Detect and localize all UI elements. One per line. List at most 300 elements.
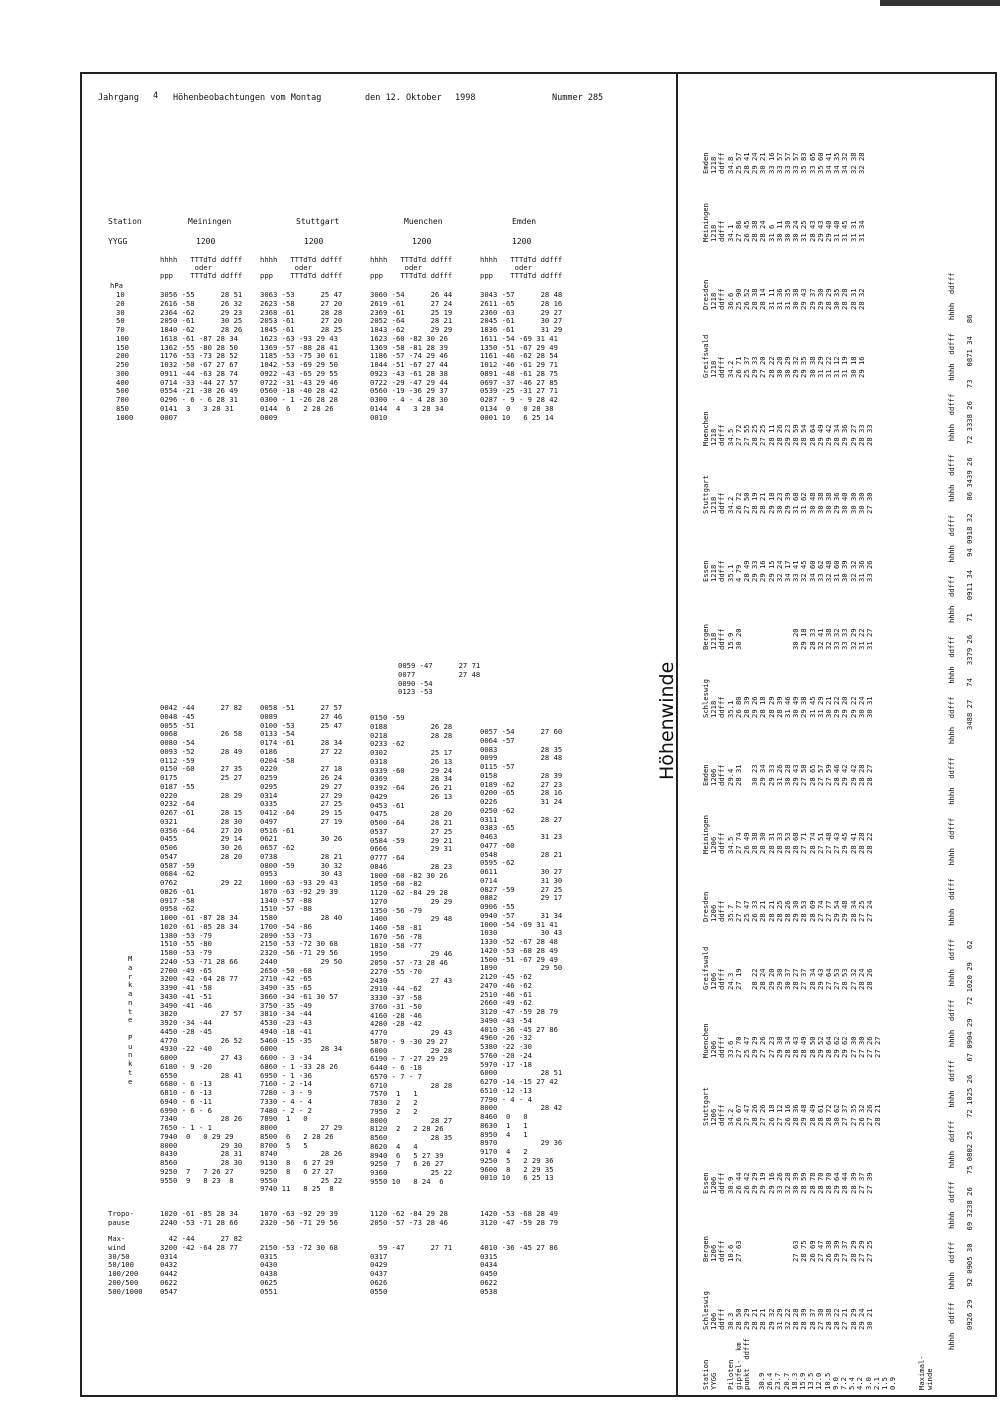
station-cell: 28 32 [856, 288, 866, 310]
table-row: 1843 -62 29 29 [370, 325, 453, 334]
table-row: 4010 -36 -45 27 86 [480, 1242, 558, 1252]
table-row: 1020 -61 -85 28 34 [160, 921, 238, 931]
table-row: 1270 29 29 [370, 896, 453, 906]
station-cell: 26 16 [783, 1104, 793, 1126]
table-row: 3490 -43 -54 [480, 1015, 532, 1025]
table-row: 0150 -59 [370, 713, 405, 722]
table-row: 0450 [480, 1269, 498, 1278]
table-row: 3760 -31 -50 [370, 1001, 422, 1011]
table-row: 1000 -63 -93 29 43 [260, 878, 338, 887]
table-row: 2050 -57 -73 28 46 [370, 1217, 448, 1227]
table-row: 0882 29 17 [480, 893, 563, 903]
table-row: 7890 1 0 [260, 1114, 308, 1124]
table-row: 7940 0 0 29 29 [160, 1131, 234, 1141]
station-cell: 28 50 [733, 1308, 743, 1330]
table-row: 7160 - 2 -14 [260, 1079, 312, 1089]
station-cell: 29 20 [766, 968, 776, 990]
maxwind-value: 92 0905 30 [965, 1230, 974, 1287]
table-row: 0497 27 19 [260, 816, 343, 826]
table-row: 0587 -59 [160, 860, 195, 870]
station-cell: 26 45 [742, 220, 752, 242]
pressure-level: 400 [116, 377, 129, 387]
km-level: 2.1 [871, 1377, 881, 1390]
km-level: 12.0 [814, 1372, 824, 1390]
station-cell [874, 679, 882, 718]
station-cell: 27 43 [832, 832, 842, 854]
table-row: 1044 -51 -67 27 44 [370, 360, 448, 369]
station-cell: 1218 [709, 700, 719, 718]
maxwind-row-1218 [966, 302, 974, 730]
table-row: 4940 -18 -41 [260, 1026, 312, 1036]
station-cell: 29 32 [791, 356, 801, 378]
table-row: 1070 -63 -92 29 39 [260, 886, 338, 896]
table-row: 0506 30 26 [160, 843, 243, 852]
station-cell: 27 26 [758, 1036, 768, 1058]
table-row: 2710 -42 -65 [260, 974, 312, 984]
table-row: 7480 - 2 - 2 [260, 1105, 312, 1115]
station-cell: 27 51 [815, 832, 825, 854]
station-cell: 27 35 [848, 1104, 858, 1126]
column-head: ppp TTTdTd ddfff [260, 271, 343, 280]
table-row: 0560 -18 -40 28 42 [260, 386, 338, 396]
table-row: 0714 -33 -44 27 57 [160, 377, 238, 387]
maxwind-value: 75 0802 25 [965, 1117, 974, 1175]
table-row: 2052 -64 28 21 [370, 316, 453, 326]
station-cell: 29 43 [799, 288, 809, 310]
station-cell: ddfff [717, 220, 727, 242]
station-cell: 33 26 [774, 1172, 784, 1194]
table-row: 0093 -52 28 49 [160, 746, 243, 756]
table-row: 0922 -43 -65 29 55 [260, 368, 338, 378]
table-row: 3063 -53 25 47 [260, 290, 343, 299]
station-cell: 29 33 [750, 560, 760, 582]
table-row: 8950 4 1 [480, 1129, 528, 1139]
table-row: 3330 -37 -58 [370, 993, 422, 1002]
station-cell: 28 22 [865, 832, 875, 854]
km-level: 26.4 [765, 1372, 775, 1390]
table-row: 0315 [480, 1251, 498, 1261]
station-cell: 29 24 [750, 152, 760, 174]
station-cell: ddfff [717, 1104, 727, 1126]
tropopause-meiningen [160, 1210, 238, 1228]
station-cell: 27 25 [758, 424, 768, 446]
pressure-level: 100 [116, 333, 129, 343]
station-cell: 31 25 [799, 220, 809, 242]
km-level: 10.5 [822, 1372, 832, 1390]
meiningen-sig-column [160, 704, 242, 1185]
station-cell: 29 26 [750, 696, 760, 718]
table-row: 1845 -61 28 25 [260, 325, 343, 334]
station-column [702, 280, 874, 310]
station-cell: 26 71 [733, 356, 743, 378]
station-cell: 28 39 [742, 696, 752, 718]
station-cell: 28 28 [856, 764, 866, 786]
station-column [702, 1087, 882, 1126]
station-column [702, 947, 882, 990]
table-row: 1340 -57 -88 [260, 895, 312, 905]
station-cell: 27 25 [865, 1240, 875, 1262]
station-cell: 25 47 [742, 1036, 752, 1058]
table-row: 1000 -54 -69 31 41 [480, 919, 558, 929]
table-row: 2150 -53 -72 30 68 [260, 1242, 338, 1252]
column-head: oder [260, 263, 312, 272]
station-column [702, 152, 874, 174]
station-cell: 28 25 [774, 900, 784, 922]
station-cell: Stuttgart [701, 475, 710, 514]
row-label: Piloten [725, 1359, 735, 1390]
table-row: 0548 28 21 [480, 849, 563, 859]
table-row: 0187 -55 [160, 781, 195, 791]
maxwind-value: 94 0918 32 [965, 500, 974, 557]
pressure-level: 10 [116, 290, 125, 299]
station-cell: 28 26 [774, 424, 784, 446]
station-cell: 35 60 [815, 152, 825, 174]
maxwind-label-line: 30/50 [108, 1251, 130, 1261]
table-row: 0296 - 6 - 6 28 31 [160, 395, 238, 404]
station-cell [874, 815, 882, 854]
table-row: 1510 -57 -88 [260, 904, 312, 914]
table-row: 6550 28 41 [160, 1070, 243, 1080]
station-cell: 31 27 [865, 628, 875, 650]
station-cell: 32 28 [783, 1172, 793, 1194]
station-cell [866, 335, 874, 378]
table-row: 0314 [160, 1251, 178, 1261]
table-row: 2440 29 50 [260, 956, 343, 966]
table-row: 2470 -46 -62 [480, 980, 532, 990]
station-cell: 1206 [709, 1176, 719, 1194]
station-cell: 29 30 [774, 968, 784, 990]
table-row: 6190 - 7 -27 29 29 [370, 1054, 448, 1064]
row-label: punkt ddfff [742, 1338, 752, 1390]
km-levels [758, 1373, 897, 1390]
maxwind-meiningen [160, 1235, 242, 1296]
station-cell: 28 78 [807, 1172, 817, 1194]
pressure-levels [116, 291, 133, 422]
table-row: 0112 -59 [160, 755, 195, 765]
table-row: 0089 27 46 [260, 711, 343, 721]
station-cell: Essen [701, 560, 710, 582]
station-column [702, 1291, 882, 1330]
station-column [702, 560, 882, 582]
station-cell: 32 29 [848, 628, 858, 650]
station-cell: Schleswig [701, 679, 710, 718]
column-head: hhhh TTTdTd ddfff [160, 255, 243, 264]
station-cell: 27 24 [865, 900, 875, 922]
maxwind-value: 0871 34 [965, 323, 974, 367]
table-row: 9130 8 6 27 29 [260, 1158, 334, 1167]
station-cell: 32 41 [815, 628, 825, 650]
table-row: 0055 -51 [160, 720, 195, 730]
top-edge-mark [880, 0, 1000, 6]
table-row: 0356 -64 27 20 [160, 825, 243, 835]
table-row: 1050 -60 -82 [370, 879, 422, 889]
station-cell: Dresden [701, 279, 710, 310]
station-cell: 28 33 [807, 628, 817, 650]
table-row: 1836 -61 31 29 [480, 325, 563, 334]
table-row: 0560 -19 -36 29 37 [370, 386, 448, 396]
table-row: 0009 [260, 412, 278, 422]
markante-letter: r [128, 971, 133, 981]
station-cell: 34.1 [725, 224, 735, 242]
station-cell: 1206 [709, 1244, 719, 1262]
station-cell: 28 49 [742, 560, 752, 582]
station-cell: Stuttgart [701, 1087, 710, 1126]
station-cell [874, 1172, 882, 1194]
station-cell: 28 22 [766, 356, 776, 378]
station-cell: 26 32 [856, 1104, 866, 1126]
maxwind-stuttgart [260, 1235, 338, 1296]
table-row: 1623 -60 -82 30 26 [370, 333, 448, 343]
hhhh-ddfff-row [948, 260, 956, 1350]
station-cell: 30 23 [774, 492, 784, 514]
markante-punkte-label [128, 955, 132, 1086]
station-cell: 35.7 [725, 904, 735, 922]
station-cell [866, 203, 874, 242]
table-row: 1420 -53 -68 28 49 [480, 1209, 558, 1218]
table-row: 1670 -56 -78 [370, 931, 422, 941]
table-row: 1890 29 50 [480, 963, 563, 973]
station-cell: Bergen [701, 1236, 710, 1262]
station-time: 1200 [304, 237, 324, 246]
station-cell: 28 24 [856, 968, 866, 990]
table-row: 5460 -15 -35 [260, 1035, 312, 1045]
table-row: 7570 1 1 [370, 1089, 418, 1099]
table-row: 0287 - 9 - 9 28 42 [480, 395, 558, 404]
station-cell: 29.4 [725, 768, 735, 786]
station-cell: 29 64 [832, 1172, 842, 1194]
station-cell: ddfff [717, 1036, 727, 1058]
station-cell: 30 18 [848, 356, 858, 378]
station-cell: 30 31 [865, 696, 875, 718]
station-cell: 28 65 [807, 764, 817, 786]
station-cell: 30 35 [832, 288, 842, 310]
report-year: 1998 [455, 93, 476, 103]
row-label: Station [701, 1359, 710, 1390]
station-cell: 31 46 [783, 696, 793, 718]
table-row: 0010 [370, 412, 388, 422]
station-cell: 31 19 [840, 356, 850, 378]
station-cell: 31 68 [791, 492, 801, 514]
station-cell: 27 58 [799, 764, 809, 786]
table-row: 0204 -58 [260, 755, 295, 765]
table-row: 2050 -61 30 25 [160, 316, 243, 326]
report-date: den 12. Oktober [365, 93, 442, 103]
table-row: 2053 -61 27 20 [260, 316, 343, 326]
station-cell: 27 30 [865, 492, 875, 514]
station-cell: 27 77 [824, 900, 834, 922]
table-row: 0057 -54 27 60 [480, 727, 563, 736]
station-name: Stuttgart [296, 217, 340, 226]
table-row: 0077 27 48 [398, 669, 481, 679]
station-column [702, 892, 882, 922]
station-cell: 1218 [709, 292, 719, 310]
station-cell: Greifswald [701, 334, 710, 378]
table-row: 0300 - 4 - 4 28 30 [370, 395, 448, 404]
table-row: 0826 -61 [160, 886, 195, 896]
table-row: 3056 -55 28 51 [160, 290, 243, 299]
station-cell: 27 37 [799, 968, 809, 990]
station-cell: 28 26 [783, 900, 793, 922]
table-row: 1012 -46 -61 29 71 [480, 360, 558, 369]
table-row: 0911 -44 -63 28 74 [160, 368, 238, 378]
station-column [702, 764, 882, 786]
station-column [702, 1023, 882, 1058]
station-cell: 34 17 [783, 560, 793, 582]
station-cell: 29 27 [848, 424, 858, 446]
station-cell: 28 21 [766, 900, 776, 922]
table-row: 0134 0 0 28 38 [480, 403, 554, 413]
station-cell: 27 86 [733, 220, 743, 242]
station-cell: 27 26 [758, 1104, 768, 1126]
station-cell: 1206 [709, 972, 719, 990]
table-row: 0906 -55 [480, 902, 515, 911]
jahrgang-number: 4 [153, 91, 159, 101]
table-row: 0295 29 27 [260, 781, 343, 791]
km-level: 5.4 [847, 1377, 857, 1390]
station-cell: 28 21 [758, 1308, 768, 1330]
station-cell: 32 38 [824, 628, 834, 650]
table-row: 2240 -53 -71 28 66 [160, 956, 238, 966]
table-row: 0940 -57 31 34 [480, 910, 563, 920]
row-label: YYGG [709, 1372, 719, 1390]
station-cell: 31 31 [848, 220, 858, 242]
station-cell: 31 29 [815, 696, 825, 718]
table-row: 0315 [260, 1251, 278, 1261]
table-row: 4010 -36 -45 27 86 [480, 1024, 558, 1034]
station-cell: 28 49 [807, 1104, 817, 1126]
table-row: 1510 -55 -80 [160, 939, 212, 949]
station-cell: 29 37 [807, 288, 817, 310]
maxwind-emden [480, 1235, 558, 1296]
station-cell: 27 23 [766, 1036, 776, 1058]
table-row: 2660 -49 -62 [480, 998, 532, 1008]
station-column [702, 1172, 882, 1194]
maxwind-label [108, 1235, 143, 1296]
table-row: 1618 -61 -87 28 34 [160, 333, 238, 343]
maxwind-value: 86 3439 26 [965, 444, 974, 501]
station-cell: 30 29 [783, 356, 793, 378]
station-column [702, 475, 882, 514]
station-cell: 28 39 [848, 1172, 858, 1194]
station-cell: 28 43 [807, 220, 817, 242]
station-time: 1200 [412, 237, 432, 246]
station-name: Emden [512, 217, 537, 226]
station-cell: 29 54 [832, 900, 842, 922]
hhhh-ddfff-labels: hhhh ddfff hhhh ddfff hhhh ddfff hhhh ddfff hhhh ddfff hhhh ddfff hhhh ddfff hhhh ddfff hhhh ddfff hhhh ddfff hhhh ddfff hhhh ddfff hhhh ddfff hhhh ddfff hhhh ddfff hhhh ddfff hhhh ddfff hhhh ddfff [947, 259, 956, 1350]
table-row: 0058 -51 27 57 [260, 703, 343, 712]
table-row: 1460 -58 -81 [370, 923, 422, 932]
station-cell [874, 624, 882, 650]
station-cell: 31 11 [766, 288, 776, 310]
table-row: 0226 31 24 [480, 797, 563, 806]
station-cell [866, 280, 874, 310]
station-cell: 28 39 [799, 1308, 809, 1330]
table-row: 1810 -58 -77 [370, 940, 422, 950]
station-cell: 30 40 [840, 492, 850, 514]
maxwind-value: 74 [965, 665, 974, 687]
maxwind-value: 62 [965, 927, 974, 950]
station-cell: 28 38 [750, 288, 760, 310]
station-cell: Meiningen [701, 203, 710, 242]
station-cell: 30 48 [807, 492, 817, 514]
station-cell: 28 59 [799, 1172, 809, 1194]
yygg-label: YYGG [108, 237, 128, 246]
km-level: 15.9 [798, 1372, 808, 1390]
station-cell: 29 33 [750, 356, 760, 378]
station-cell: 31 6 [766, 224, 776, 242]
station-cell: 29 39 [783, 492, 793, 514]
table-row: 0891 -48 -61 28 75 [480, 368, 558, 378]
station-cell: 29 29 [750, 1172, 760, 1194]
station-cell: 27 74 [815, 900, 825, 922]
station-cell: 31 36 [774, 288, 784, 310]
station-cell: Emden [701, 152, 710, 174]
markante-letter: a [128, 989, 133, 998]
station-cell: 28 36 [791, 1104, 801, 1126]
station-cell: 24.3 [725, 972, 735, 990]
table-row: 0090 -54 [398, 678, 433, 688]
table-row: 0010 10 6 25 13 [480, 1173, 554, 1183]
table-row: 0150 -60 27 35 [160, 764, 243, 774]
markante-letter: k [128, 980, 133, 990]
maxwind-label-line: 50/100 [108, 1260, 134, 1270]
station-cell: 30 20 [774, 356, 784, 378]
maxwind-label-line: 500/1000 [108, 1286, 143, 1296]
km-level: 9.0 [830, 1377, 840, 1390]
station-cell: 29 42 [840, 764, 850, 786]
table-row: 3810 -34 -44 [260, 1009, 312, 1019]
table-row: 8630 1 1 [480, 1120, 528, 1130]
station-cell: 35 83 [799, 152, 809, 174]
pressure-level: 850 [116, 403, 129, 413]
table-row: 1840 -62 28 26 [160, 325, 243, 334]
table-row: 2619 -61 27 24 [370, 298, 453, 308]
station-cell: 1218 [709, 360, 719, 378]
station-cell: 33 16 [766, 152, 776, 174]
station-cell: 29 42 [824, 424, 834, 446]
table-row: 1369 -58 -81 28 39 [370, 342, 448, 352]
maxwind-row-1206 [966, 927, 974, 1330]
station-cell: 28 30 [758, 832, 768, 854]
station-cell: 28 26 [750, 1104, 760, 1126]
tropopause-label-line: pause [108, 1217, 130, 1227]
table-row: 1186 -57 -74 29 46 [370, 351, 448, 361]
station-cell: 1206 [709, 768, 719, 786]
table-row: 1611 -54 -69 31 41 [480, 333, 558, 343]
station-cell: 28 75 [799, 1240, 809, 1262]
table-row: 0059 -47 27 71 [398, 661, 481, 670]
km-level: 20.7 [781, 1372, 791, 1390]
station-cell: 27 29 [856, 1240, 866, 1262]
station-cell: 30 20 [791, 628, 801, 650]
station-cell: 31 35 [783, 288, 793, 310]
station-cell: 29 38 [799, 696, 809, 718]
table-row: 1185 -53 -75 30 61 [260, 351, 338, 361]
station-cell: 32 22 [783, 1308, 793, 1330]
muenchen-upper-levels [398, 662, 480, 697]
table-row: 1950 29 46 [370, 949, 453, 959]
table-row: 0412 -64 29 15 [260, 808, 343, 817]
maxwind-muenchen [370, 1235, 452, 1296]
station-table [108, 218, 673, 433]
station-cell: 26 80 [733, 696, 743, 718]
km-level: 3.0 [863, 1377, 873, 1390]
station-cell: 28 34 [783, 1036, 793, 1058]
station-cell: 26 33 [750, 900, 760, 922]
tropopause-muenchen [370, 1210, 448, 1228]
station-cell: 29 23 [783, 424, 793, 446]
table-row: 3060 -54 26 44 [370, 290, 453, 299]
